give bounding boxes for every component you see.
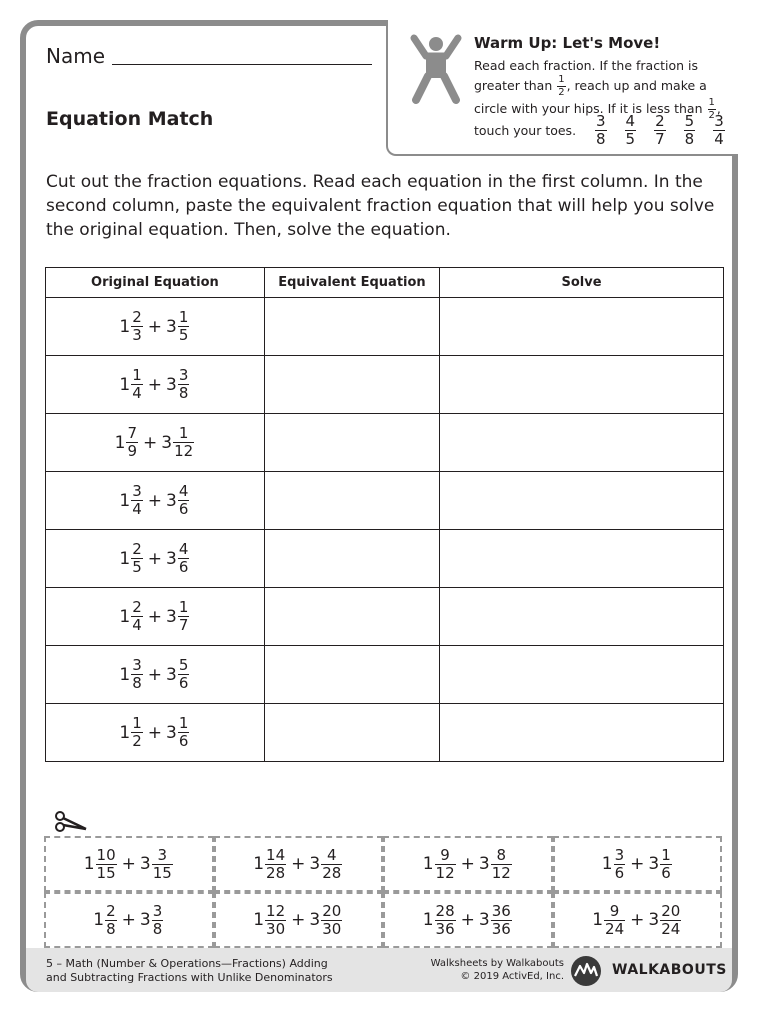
half-fraction: $\frac{1}{2}$	[558, 74, 565, 98]
cutout-card[interactable]	[44, 892, 214, 948]
mixed-number-expression: 1 $\frac{2}{3}$ + 3 $\frac{1}{5}$	[119, 308, 189, 344]
solve-cell[interactable]	[440, 530, 724, 588]
cutout-card[interactable]	[44, 836, 214, 892]
cutout-card[interactable]	[553, 892, 723, 948]
original-equation-cell	[46, 472, 265, 530]
equivalent-equation-cell[interactable]	[264, 704, 439, 762]
original-equation-cell	[46, 646, 265, 704]
equivalent-equation-cell[interactable]	[264, 472, 439, 530]
cutout-card[interactable]	[214, 892, 384, 948]
name-line[interactable]	[112, 64, 372, 65]
fraction: $\frac{1}{12}$	[174, 424, 194, 460]
mixed-number-expression: 1 $\frac{9}{12}$ + 3 $\frac{8}{12}$	[422, 845, 511, 882]
solve-cell[interactable]	[440, 646, 724, 704]
cutout-card[interactable]	[383, 836, 553, 892]
fraction: $\frac{1}{4}$	[132, 366, 142, 402]
footer	[26, 948, 732, 992]
original-equation-cell	[46, 356, 265, 414]
original-equation-cell	[46, 298, 265, 356]
solve-cell[interactable]	[440, 298, 724, 356]
footer-caption: 5 – Math (Number & Operations—Fractions) Adding and Subtracting Fractions with Unlike Denominators	[46, 957, 333, 984]
original-equation-cell	[46, 704, 265, 762]
cutout-card[interactable]	[214, 836, 384, 892]
fraction: $\frac{9}{12}$	[435, 845, 455, 882]
mixed-number-expression: 1 $\frac{3}{4}$ + 3 $\frac{4}{6}$	[119, 482, 189, 518]
mixed-number-expression: 1 $\frac{1}{4}$ + 3 $\frac{3}{8}$	[119, 366, 189, 402]
warmup-fraction: $\frac{3}{8}$	[596, 112, 606, 148]
table-row	[46, 704, 724, 762]
warmup-fraction: $\frac{4}{5}$	[625, 112, 636, 148]
equivalent-equation-cell[interactable]	[264, 646, 439, 704]
header-original: Original Equation	[46, 268, 265, 298]
solve-cell[interactable]	[440, 414, 724, 472]
fraction: $\frac{4}{6}$	[178, 482, 189, 518]
fraction: $\frac{8}{12}$	[491, 845, 511, 882]
solve-cell[interactable]	[440, 704, 724, 762]
equivalent-equation-cell[interactable]	[264, 530, 439, 588]
fraction: $\frac{12}{30}$	[266, 901, 286, 938]
cutout-grid	[44, 836, 722, 948]
fraction: $\frac{1}{2}$	[132, 714, 142, 750]
fraction: $\frac{9}{24}$	[605, 901, 625, 938]
table-row	[46, 298, 724, 356]
fraction: $\frac{20}{24}$	[661, 901, 681, 938]
original-equation-cell	[46, 530, 265, 588]
warmup-fractions	[594, 114, 726, 147]
warmup-title: Warm Up: Let's Move!	[474, 34, 661, 52]
fraction: $\frac{20}{30}$	[322, 901, 342, 938]
table-row	[46, 646, 724, 704]
fraction: $\frac{1}{6}$	[178, 714, 189, 750]
mixed-number-expression: 1 $\frac{1}{2}$ + 3 $\frac{1}{6}$	[119, 714, 189, 750]
fraction: $\frac{3}{4}$	[132, 482, 142, 518]
mixed-number-expression: 1 $\frac{12}{30}$ + 3 $\frac{20}{30}$	[253, 901, 342, 938]
mixed-number-expression: 1 $\frac{3}{8}$ + 3 $\frac{5}{6}$	[119, 656, 189, 692]
mixed-number-expression: 1 $\frac{2}{8}$ + 3 $\frac{3}{8}$	[93, 901, 163, 938]
fraction: $\frac{36}{36}$	[491, 901, 511, 938]
mixed-number-expression: 1 $\frac{14}{28}$ + 3 $\frac{4}{28}$	[253, 845, 342, 882]
warmup-fraction: $\frac{3}{4}$	[714, 112, 724, 148]
fraction: $\frac{4}{28}$	[322, 845, 342, 882]
walkabouts-logo-icon	[570, 955, 602, 987]
mixed-number-expression: 1 $\frac{2}{5}$ + 3 $\frac{4}{6}$	[119, 540, 189, 576]
table-row	[46, 472, 724, 530]
solve-cell[interactable]	[440, 472, 724, 530]
equivalent-equation-cell[interactable]	[264, 298, 439, 356]
person-stretch-icon	[408, 34, 464, 104]
name-label: Name	[46, 44, 106, 68]
warmup-fraction: $\frac{5}{8}$	[684, 112, 695, 148]
equivalent-equation-cell[interactable]	[264, 588, 439, 646]
fraction: $\frac{1}{5}$	[178, 308, 189, 344]
solve-cell[interactable]	[440, 588, 724, 646]
instructions: Cut out the fraction equations. Read each equation in the first column. In the second column, paste the equivalent fraction equation that will help you solve the original equation. Then, solve the equation.	[46, 172, 715, 240]
fraction: $\frac{14}{28}$	[266, 845, 286, 882]
mixed-number-expression: 1 $\frac{3}{6}$ + 3 $\frac{1}{6}$	[601, 845, 671, 882]
original-equation-cell	[46, 588, 265, 646]
table-row	[46, 530, 724, 588]
mixed-number-expression: 1 $\frac{7}{9}$ + 3 $\frac{1}{12}$	[114, 424, 194, 460]
fraction: $\frac{3}{8}$	[132, 656, 142, 692]
fraction: $\frac{2}{4}$	[132, 598, 142, 634]
fraction: $\frac{1}{6}$	[661, 845, 671, 882]
mixed-number-expression: 1 $\frac{9}{24}$ + 3 $\frac{20}{24}$	[592, 901, 681, 938]
cutout-card[interactable]	[553, 836, 723, 892]
fraction: $\frac{1}{7}$	[178, 598, 189, 634]
table-header-row	[46, 268, 724, 298]
mixed-number-expression: 1 $\frac{28}{36}$ + 3 $\frac{36}{36}$	[422, 901, 511, 938]
fraction: $\frac{3}{6}$	[614, 845, 625, 882]
equation-table	[45, 267, 724, 762]
fraction: $\frac{3}{8}$	[152, 901, 163, 938]
solve-cell[interactable]	[440, 356, 724, 414]
fraction: $\frac{7}{9}$	[127, 424, 138, 460]
fraction: $\frac{3}{15}$	[152, 845, 172, 882]
mixed-number-expression: 1 $\frac{2}{4}$ + 3 $\frac{1}{7}$	[119, 598, 189, 634]
header-solve: Solve	[440, 268, 724, 298]
fraction: $\frac{3}{8}$	[178, 366, 189, 402]
warmup-fraction: $\frac{2}{7}$	[655, 112, 665, 148]
cutout-card[interactable]	[383, 892, 553, 948]
fraction: $\frac{2}{3}$	[132, 308, 142, 344]
scissors-icon	[54, 810, 88, 834]
footer-copyright: Walksheets by Walkabouts © 2019 ActivEd, Inc.	[430, 958, 564, 982]
fraction: $\frac{4}{6}$	[178, 540, 189, 576]
mixed-number-expression: 1 $\frac{10}{15}$ + 3 $\frac{3}{15}$	[83, 845, 172, 882]
fraction: $\frac{2}{8}$	[106, 901, 116, 938]
fraction: $\frac{5}{6}$	[178, 656, 189, 692]
half-fraction: $\frac{1}{2}$	[708, 97, 715, 121]
original-equation-cell	[46, 414, 265, 472]
brand-name: WALKABOUTS	[612, 962, 727, 978]
fraction: $\frac{10}{15}$	[96, 845, 116, 882]
warmup-box	[386, 20, 738, 156]
equivalent-equation-cell[interactable]	[264, 356, 439, 414]
table-row	[46, 588, 724, 646]
equivalent-equation-cell[interactable]	[264, 414, 439, 472]
table-row	[46, 414, 724, 472]
header-equivalent: Equivalent Equation	[264, 268, 439, 298]
page-title: Equation Match	[46, 108, 214, 130]
table-row	[46, 356, 724, 414]
warmup-text: Read each fraction. If the fraction is greater than $\frac{1}{2}$ , reach up and make a circle with your hips. If it is less than $\frac{1}{2}$ , touch your toes.	[474, 58, 721, 138]
fraction: $\frac{2}{5}$	[132, 540, 142, 576]
fraction: $\frac{28}{36}$	[435, 901, 455, 938]
